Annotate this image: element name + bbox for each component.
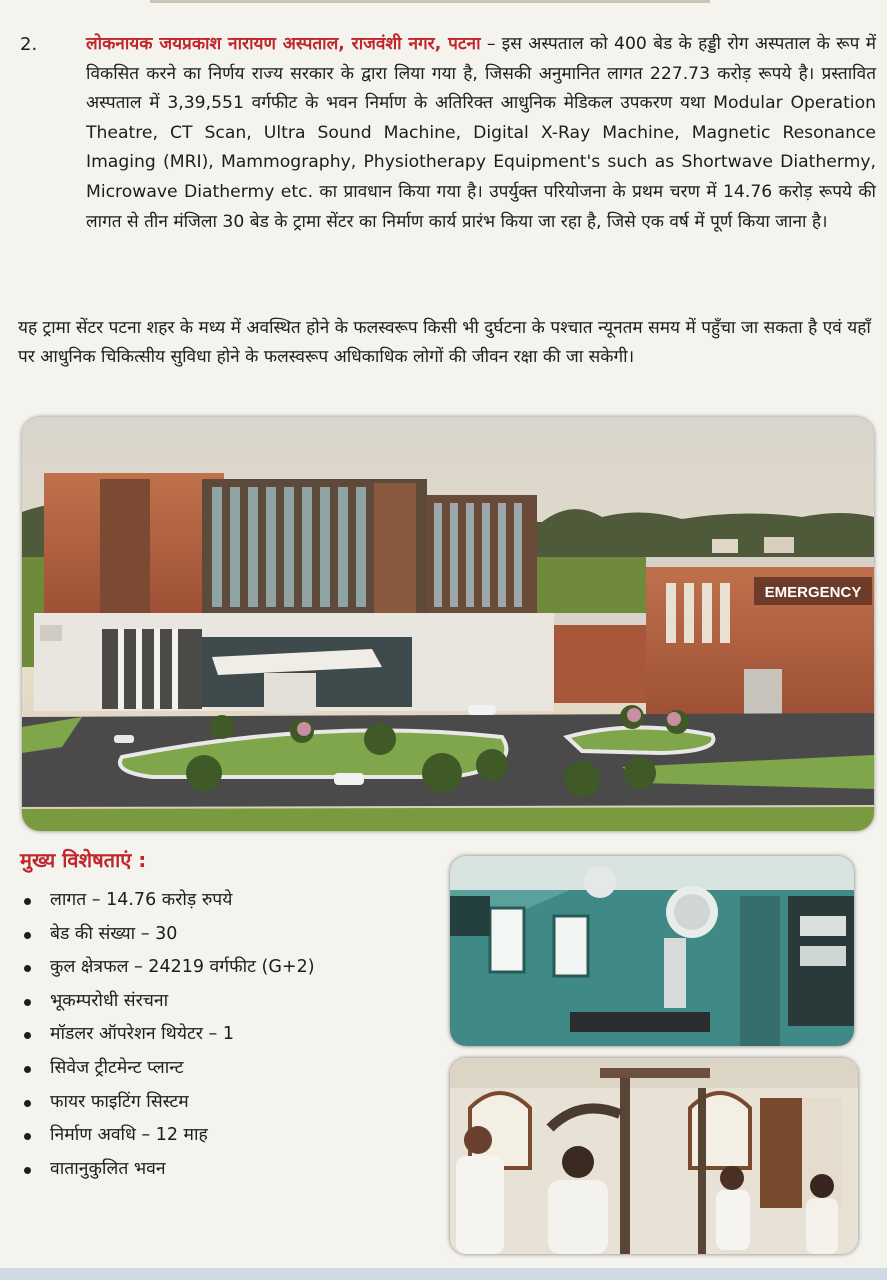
top-rule (150, 0, 710, 3)
section-number: 2. (20, 34, 38, 55)
bullet-icon (24, 1100, 31, 1107)
bullet-icon (24, 965, 31, 972)
features-title: मुख्य विशेषताएं : (20, 848, 147, 872)
feature-item: सिवेज ट्रीटमेन्ट प्लान्ट (20, 1052, 440, 1086)
feature-item: बेड की संख्या – 30 (20, 918, 440, 952)
feature-item: कुल क्षेत्रफल – 24219 वर्गफीट (G+2) (20, 951, 440, 985)
bullet-icon (24, 1066, 31, 1073)
feature-item: लागत – 14.76 करोड़ रुपये (20, 884, 440, 918)
bullet-icon (24, 1167, 31, 1174)
bullet-icon (24, 898, 31, 905)
bullet-icon (24, 999, 31, 1006)
intro-text: – इस अस्पताल को 400 बेड के हड्डी रोग अस्पताल के रूप में विकसित करने का निर्णय राज्य सरकार के द्वारा लिया गया है, जिसकी अनुमानित लागत 227.73 करोड़ रूपये है। प्रस्तावित अस्पताल में 3,39,551 वर्गफीट के भवन निर्माण के अतिरिक्त आधुनिक मेडिकल उपकरण यथा Modular Operation Theatre, CT Scan, Ultra Sound Machine, Digital X-Ray Machine, Magnetic Resonance Imaging (MRI), Mammography, Physiotherapy Equipment's such as Shortwave Diathermy, Microwave Diathermy etc. का प्रावधान किया गया है। उपर्युक्त परियोजना के प्रथम चरण में 14.76 करोड़ रूपये की लागत से तीन मंजिला 30 बेड के ट्रामा सेंटर का निर्माण कार्य प्रारंभ किया जा रहा है, जिसे एक वर्ष में पूर्ण किया जाना है। (86, 34, 876, 232)
hospital-name: लोकनायक जयप्रकाश नारायण अस्पताल, राजवंशी नगर, पटना (86, 34, 481, 54)
operation-theatre-photo (450, 856, 854, 1046)
physiotherapy-photo (450, 1058, 858, 1254)
bottom-edge (0, 1268, 887, 1280)
bullet-icon (24, 1032, 31, 1039)
trauma-center-paragraph: यह ट्रामा सेंटर पटना शहर के मध्य में अवस्थित होने के फलस्वरूप किसी भी दुर्घटना के पश्चात न्यूनतम समय में पहुँचा जा सकता है एवं यहाँ पर आधुनिक चिकित्सीय सुविधा होने के फलस्वरूप अधिकाधिक लोगों की जीवन रक्षा की जा सकेगी। (18, 318, 871, 367)
feature-item: भूकम्परोधी संरचना (20, 985, 440, 1019)
intro-paragraph (86, 30, 876, 237)
feature-item: वातानुकुलित भवन (20, 1153, 440, 1187)
features-list (20, 884, 440, 1186)
bullet-icon (24, 1133, 31, 1140)
feature-item: मॉडलर ऑपरेशन थियेटर – 1 (20, 1018, 440, 1052)
bullet-icon (24, 932, 31, 939)
emergency-sign: EMERGENCY (764, 584, 862, 601)
hospital-rendering-image (22, 417, 874, 831)
feature-item: निर्माण अवधि – 12 माह (20, 1119, 440, 1153)
feature-item: फायर फाइटिंग सिस्टम (20, 1086, 440, 1120)
